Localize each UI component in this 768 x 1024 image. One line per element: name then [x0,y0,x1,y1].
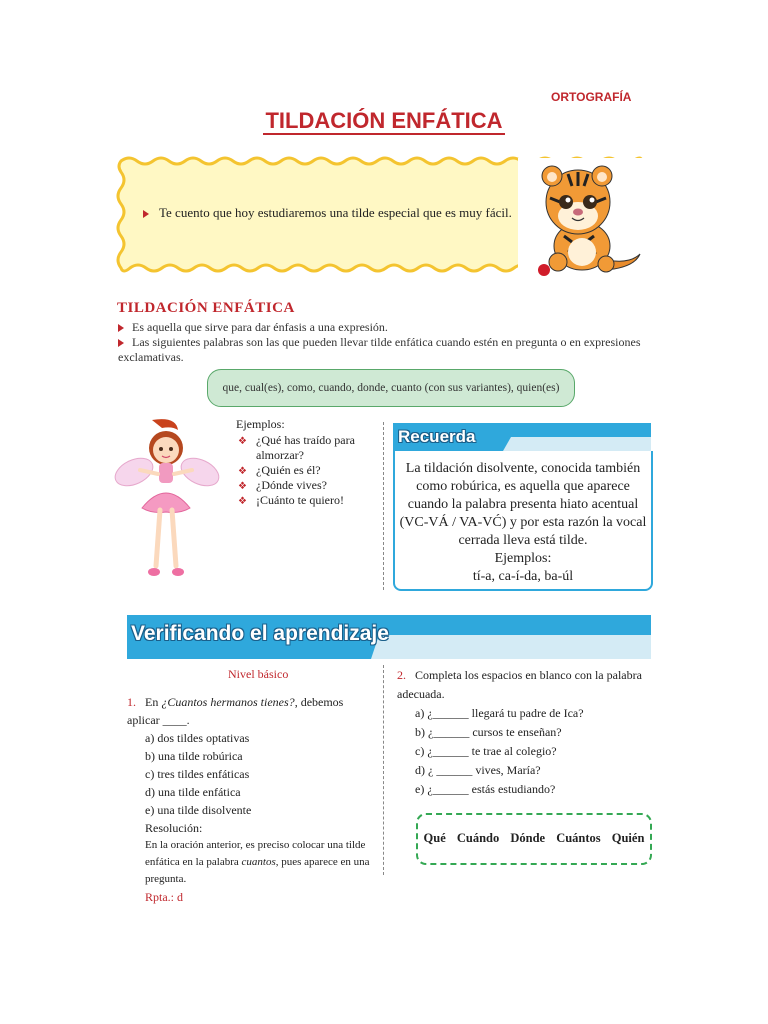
example-item [236,493,384,508]
diamond-bullet-icon: ❖ [238,496,247,507]
resolution-text-italic: cuantos [241,856,276,868]
answer-bank [418,831,650,846]
example-item [236,463,384,478]
recuerda-examples-label: Ejemplos: [494,551,552,566]
diamond-bullet-icon: ❖ [238,436,247,447]
emphatic-words-box [207,369,575,407]
verificando-title: Verificando el aprendizaje [131,622,389,645]
diamond-bullet-icon: ❖ [238,481,247,492]
question-text: , debemos aplicar ____. [127,695,344,727]
recuerda-examples: tí-a, ca-í-da, ba-úl [472,569,574,584]
example-text: ¿Quién es él? [256,463,321,477]
option-d: d) una tilde enfática [145,785,241,799]
fill-item-c: c) ¿______ te trae al colegio? [415,744,557,758]
resolution-text [127,837,377,888]
definition-text: Es aquella que sirve para dar énfasis a una expresión. [132,320,388,334]
bullet-icon [143,210,149,218]
question-text-italic: ¿Cuantos hermanos tienes? [161,695,295,709]
question-2-prompt [397,666,653,704]
page-title-text: TILDACIÓN ENFÁTICA [265,108,503,133]
intro-text [143,205,512,221]
example-text: ¿Qué has traído para almorzar? [256,433,355,462]
example-text: ¿Dónde vives? [256,478,327,492]
fill-item-d: d) ¿ ______ vives, María? [415,763,541,777]
question-text: Completa los espacios en blanco con la palabra adecuada. [397,668,642,701]
answer-word: Cuántos [556,831,601,845]
section-heading: TILDACIÓN ENFÁTICA [117,300,295,316]
option-c: c) tres tildes enfáticas [145,767,250,781]
level-label: Nivel básico [228,667,289,681]
answer-word: Dónde [510,831,546,845]
definition-bullet [118,335,654,365]
question-1-prompt [127,693,377,729]
resolution-text-part: , pues aparece en una pregunta. [145,856,370,885]
option-b: b) una tilde robúrica [145,749,243,763]
recuerda-body: La tildación disolvente, conocida también como robúrica, es aquella que aparece cuando la palabra presenta hiato acentual (VC-VÁ / VA-VĆ) y por esta razón la vocal cerrada lleva está tilde. [399,461,647,548]
examples-list [236,433,384,508]
answer-word: Cuándo [456,831,500,845]
question-text: En [145,695,162,709]
bullet-icon [118,339,124,347]
example-item [236,433,384,463]
diamond-bullet-icon: ❖ [238,466,247,477]
column-divider [383,422,384,590]
resolution-text-part: En la oración anterior, es preciso colocar una tilde enfática en la palabra [145,839,366,868]
example-item [236,478,384,493]
column-divider [383,665,384,875]
resolution-label: Resolución: [145,821,203,835]
answer-word: Qué [423,831,446,845]
fill-item-a: a) ¿______ llegará tu padre de Ica? [415,706,584,720]
question-1 [127,693,377,906]
question-number: 1. [127,695,136,709]
examples-title: Ejemplos: [236,417,285,431]
fairy-illustration [112,416,222,594]
fill-item-e: e) ¿______ estás estudiando? [415,782,556,796]
emphatic-words: que, cual(es), como, cuando, donde, cuanto (con sus variantes), quien(es) [222,382,560,394]
option-a: a) dos tildes optativas [145,731,250,745]
recuerda-content [397,460,649,586]
answer-word: Quién [611,831,645,845]
page-title [0,108,768,134]
tiger-cub-illustration [518,158,646,276]
bullet-icon [118,324,124,332]
definition-bullet [118,320,654,335]
question-number: 2. [397,668,406,682]
subject-label: ORTOGRAFÍA [551,90,632,104]
fill-item-b: b) ¿______ cursos te enseñan? [415,725,562,739]
definition-text: Las siguientes palabras son las que pueden llevar tilde enfática cuando estén en pregunta o en expresiones exclamativas. [118,335,641,364]
answer-label: Rpta.: d [145,890,183,904]
option-e: e) una tilde disolvente [145,803,252,817]
example-text: ¡Cuánto te quiero! [256,493,344,507]
intro-text-label: Te cuento que hoy estudiaremos una tilde especial que es muy fácil. [159,205,512,220]
question-2 [397,666,653,799]
recuerda-title: Recuerda [398,427,476,446]
